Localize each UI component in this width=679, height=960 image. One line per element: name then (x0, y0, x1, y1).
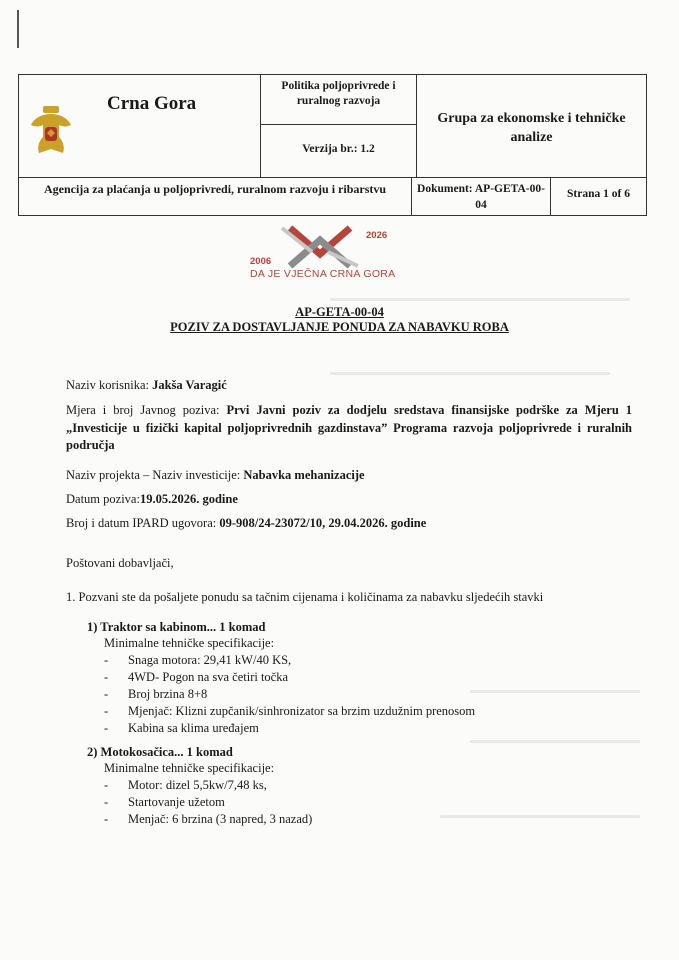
document-header (18, 74, 647, 216)
spec-text: 4WD- Pogon na sva četiri točka (128, 670, 289, 684)
header-agency-cell (18, 177, 412, 216)
project-value: Nabavka mehanizacije (243, 468, 365, 482)
country-name: Crna Gora (107, 93, 197, 114)
group-name: Grupa za ekonomske i tehničke analize (437, 111, 626, 145)
document-code: Dokument: AP-GETA-00-04 (417, 183, 545, 211)
page-number: Strana 1 of 6 (567, 188, 630, 200)
header-group-cell (416, 74, 647, 178)
document-heading: POZIV ZA DOSTAVLJANJE PONUDA ZA NABAVKU ROBA (170, 320, 509, 334)
header-page-cell (550, 177, 647, 216)
project-label: Naziv projekta – Naziv investicije: (66, 468, 244, 482)
call-field (66, 402, 632, 455)
spec-text: Kabina sa klima uređajem (128, 721, 259, 735)
bleed-through (470, 740, 640, 743)
user-field (66, 378, 227, 393)
list-item: - Mjenjač: Klizni zupčanik/sinhronizator sa brzim uzdužnim prenosom (104, 704, 476, 718)
bleed-through (330, 372, 610, 375)
spec-label: Minimalne tehničke specifikacije: (104, 761, 275, 775)
coat-of-arms-icon (29, 105, 73, 157)
user-label: Naziv korisnika: (66, 378, 153, 392)
spec-text: Mjenjač: Klizni zupčanik/sinhronizator sa brzim uzdužnim prenosom (128, 704, 476, 718)
spec-text: Snaga motora: 29,41 kW/40 KS, (128, 653, 292, 667)
item-title: 1) Traktor sa kabinom... 1 komad (87, 620, 266, 634)
call-value: Prvi Javni poziv za dodjelu sredstava finansijske podrške za Mjeru 1 „Investicije u fizički kapital poljoprivrednih gazdinstava” Programa razvoja poljoprivrede i ruralnih područja (66, 403, 632, 452)
contract-label: Broj i datum IPARD ugovora: (66, 516, 220, 530)
bleed-through (330, 298, 630, 301)
date-value: 19.05.2026. godine (139, 492, 238, 506)
list-item: - Kabina sa klima uređajem (104, 721, 259, 735)
bleed-through (470, 690, 640, 693)
spec-text: Broj brzina 8+8 (128, 687, 208, 701)
call-label: Mjera i broj Javnog poziva: (66, 403, 227, 417)
spec-text: Startovanje užetom (128, 795, 225, 809)
date-field (66, 492, 238, 507)
document-code-title: AP-GETA-00-04 (295, 305, 384, 319)
agency-name: Agencija za plaćanja u poljoprivredi, ruralnom razvoju i ribarstvu (43, 182, 387, 196)
list-item: - Motor: dizel 5,5kw/7,48 ks, (104, 778, 267, 792)
header-policy-cell (260, 74, 417, 125)
contract-value: 09-908/24-23072/10, 29.04.2026. godine (219, 516, 427, 530)
header-version-cell (260, 124, 417, 178)
list-item: - Startovanje užetom (104, 795, 225, 809)
header-document-cell (411, 177, 551, 216)
user-value: Jakša Varagić (152, 378, 227, 392)
list-item: - Menjač: 6 brzina (3 napred, 3 nazad) (104, 812, 313, 826)
version-number: Verzija br.: 1.2 (302, 143, 375, 155)
list-item: - Snaga motora: 29,41 kW/40 KS, (104, 653, 292, 667)
item-title: 2) Motokosačica... 1 komad (87, 745, 233, 759)
header-country-cell (18, 74, 261, 178)
spec-text: Motor: dizel 5,5kw/7,48 ks, (128, 778, 267, 792)
spec-label: Minimalne tehničke specifikacije: (104, 636, 275, 650)
greeting: Poštovani dobavljači, (66, 556, 174, 570)
jubilee-slogan: DA JE VJEČNA CRNA GORA (250, 268, 396, 280)
project-field (66, 468, 365, 483)
policy-name: Politika poljoprivrede i ruralnog razvoja (281, 80, 396, 107)
spec-text: Menjač: 6 brzina (3 napred, 3 nazad) (128, 812, 313, 826)
jubilee-year-end: 2026 (366, 230, 388, 241)
intro-text: 1. Pozvani ste da pošaljete ponudu sa tačnim cijenama i količinama za nabavku sljedećih stavki (66, 590, 544, 604)
jubilee-year-start: 2006 (250, 256, 272, 267)
pen-mark (17, 10, 19, 48)
contract-field (66, 516, 426, 531)
list-item: - 4WD- Pogon na sva četiri točka (104, 670, 289, 684)
bleed-through (440, 815, 640, 818)
date-label: Datum poziva: (66, 492, 140, 506)
list-item: - Broj brzina 8+8 (104, 687, 208, 701)
